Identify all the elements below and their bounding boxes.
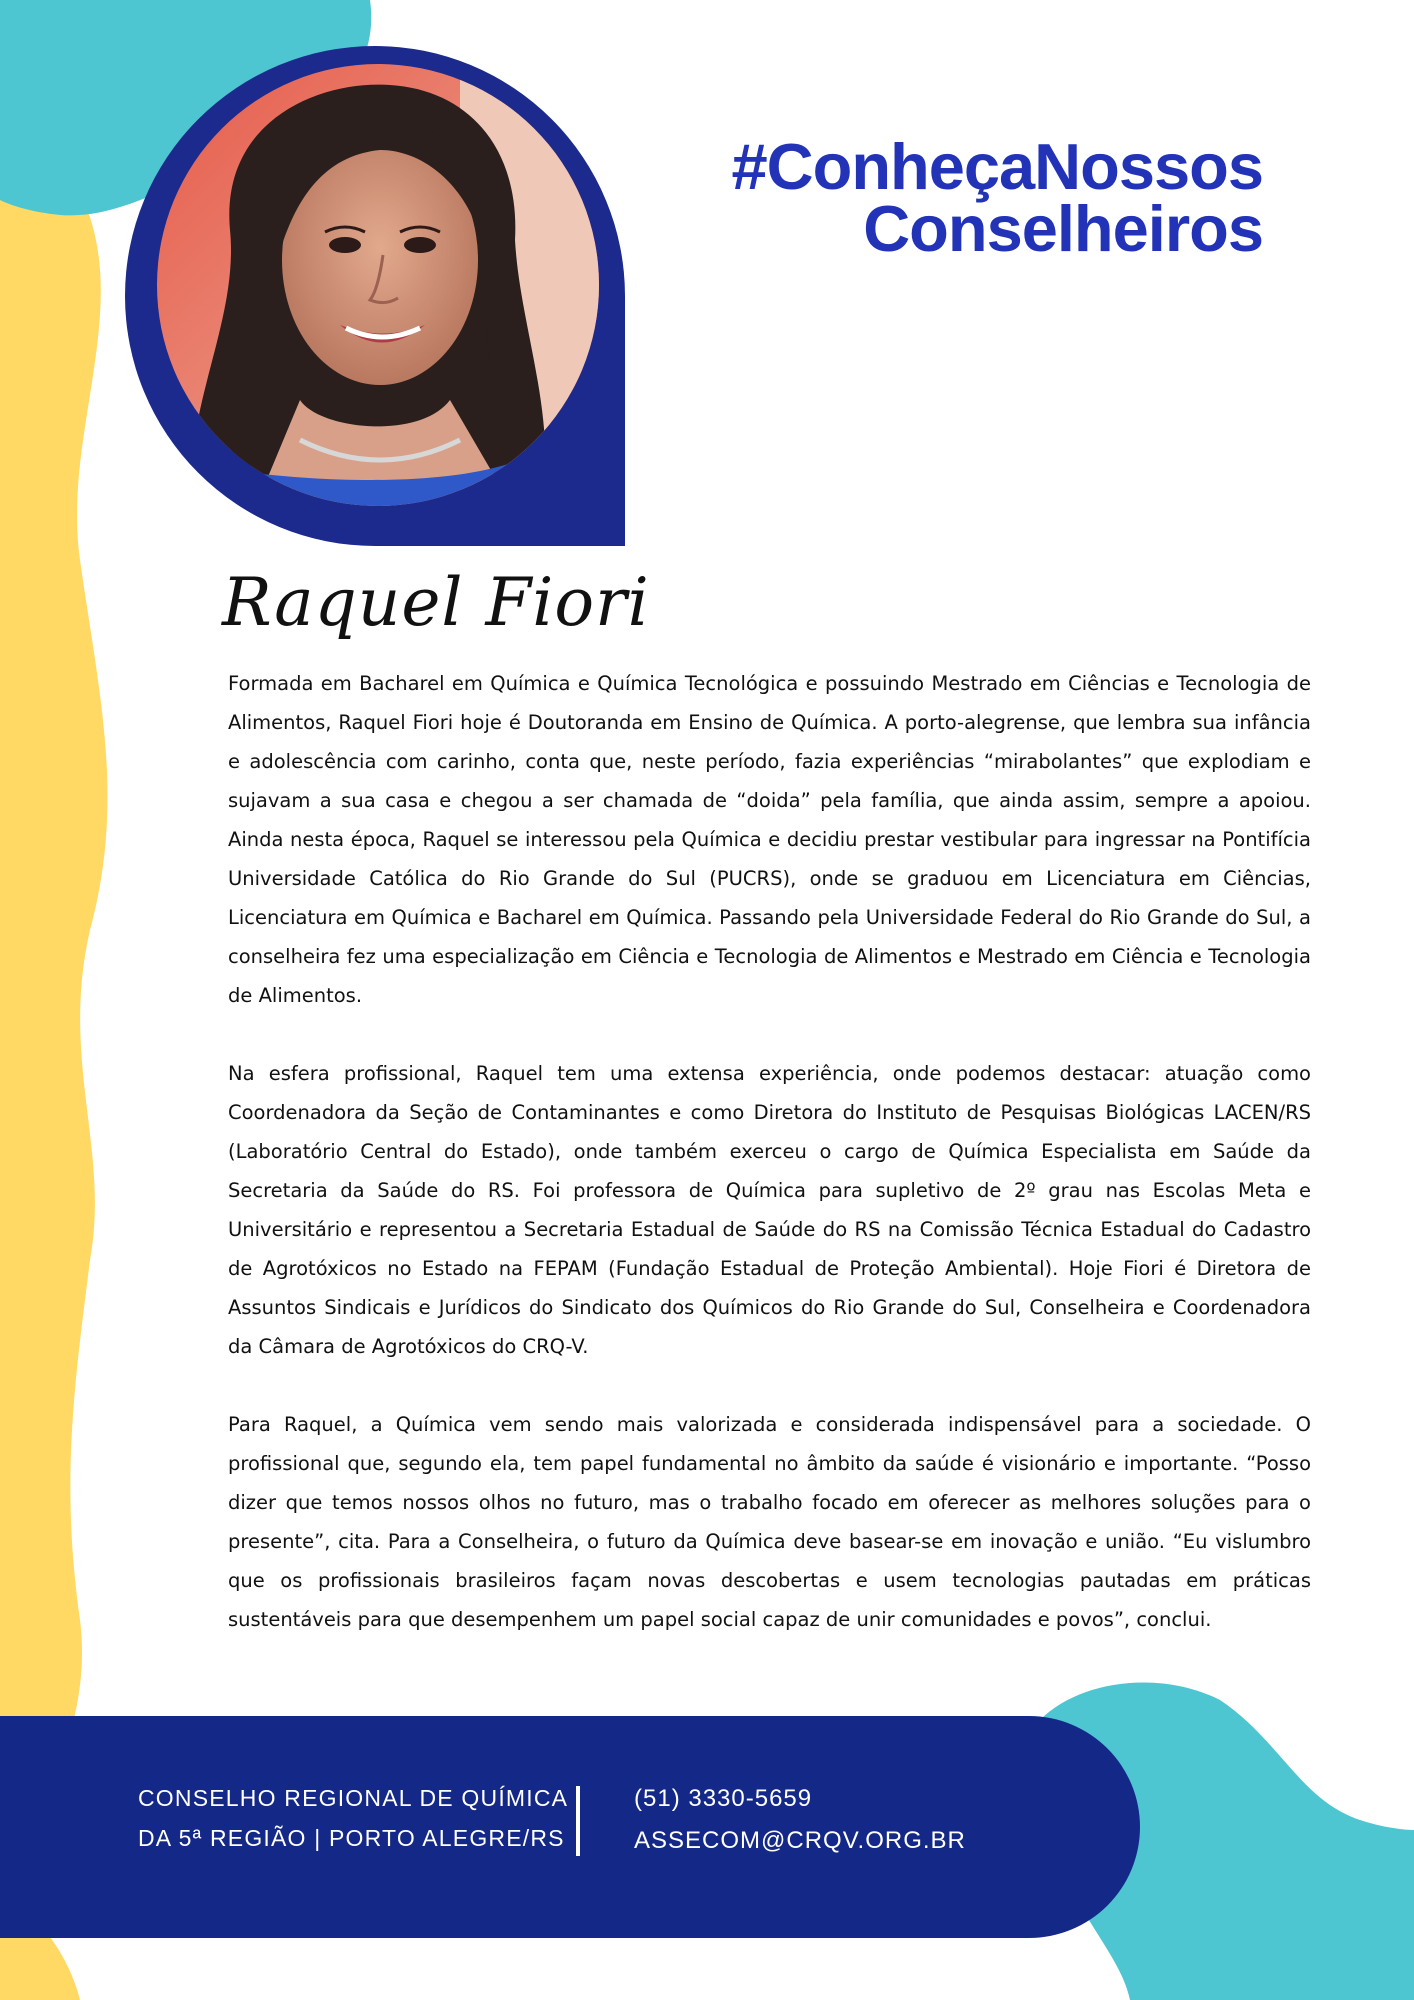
bio-paragraph-2: Na esfera profissional, Raquel tem uma extensa experiência, onde podemos destacar: atuação como Coordenadora da Seção de Contaminantes e como Diretora do Instituto de Pesquisas Biológicas LACEN/RS (Laboratório Central do Estado), onde também exerceu o cargo de Química Especialista em Saúde da Secretaria da Saúde do RS. Foi professora de Química para supletivo de 2º grau nas Escolas Meta e Universitário e representou a Secretaria Estadual de Saúde do RS na Comissão Técnica Estadual do Cadastro de Agrotóxicos no Estado na FEPAM (Fundação Estadual de Proteção Ambiental). Hoje Fiori é Diretora de Assuntos Sindicais e Jurídicos do Sindicato dos Químicos do Rio Grande do Sul, Conselheira e Coordenadora da Câmara de Agrotóxicos do CRQ-V. [228,1062,1311,1358]
bio-paragraph-3: Para Raquel, a Química vem sendo mais valorizada e considerada indispensável para a sociedade. O profissional que, segundo ela, tem papel fundamental no âmbito da saúde é visionário e importante. “Posso dizer que temos nossos olhos no futuro, mas o trabalho focado em oferecer as melhores soluções para o presente”, cita. Para a Conselheira, o futuro da Química deve basear-se em inovação e união. “Eu vislumbro que os profissionais brasileiros façam novas descobertas e usem tecnologias pautadas em práticas sustentáveis para que desempenhem um papel social capaz de unir comunidades e povos”, conclui. [228,1413,1311,1631]
footer-email[interactable]: ASSECOM@CRQV.ORG.BR [634,1827,966,1854]
footer-divider [576,1786,580,1856]
footer-organization [138,1778,568,1858]
footer-contact [634,1778,966,1862]
footer-org-line-2: DA 5ª REGIÃO | PORTO ALEGRE/RS [138,1825,565,1851]
bio-text [228,664,1311,1678]
footer-phone[interactable]: (51) 3330-5659 [634,1785,813,1812]
headline-line-1: #ConheçaNossos [731,130,1263,203]
headline-line-2: Conselheiros [863,192,1263,265]
footer-org-line-1: CONSELHO REGIONAL DE QUÍMICA [138,1785,569,1811]
headline [563,130,1263,265]
bio-paragraph-1: Formada em Bacharel em Química e Química Tecnológica e possuindo Mestrado em Ciências e Tecnologia de Alimentos, Raquel Fiori hoje é Doutoranda em Ensino de Química. A porto-alegrense, que lembra sua infância e adolescência com carinho, conta que, neste período, fazia experiências “mirabolantes” que explodiam e sujavam a sua casa e chegou a ser chamada de “doida” pela família, que ainda assim, sempre a apoiou. Ainda nesta época, Raquel se interessou pela Química e decidiu prestar vestibular para ingressar na Pontifícia Universidade Católica do Rio Grande do Sul (PUCRS), onde se graduou em Licenciatura em Ciências, Licenciatura em Química e Bacharel em Química. Passando pela Universidade Federal do Rio Grande do Sul, a conselheira fez uma especialização em Ciência e Tecnologia de Alimentos e Mestrado em Ciência e Tecnologia de Alimentos. [228,672,1311,1007]
profile-name: Raquel Fiori [222,564,650,641]
